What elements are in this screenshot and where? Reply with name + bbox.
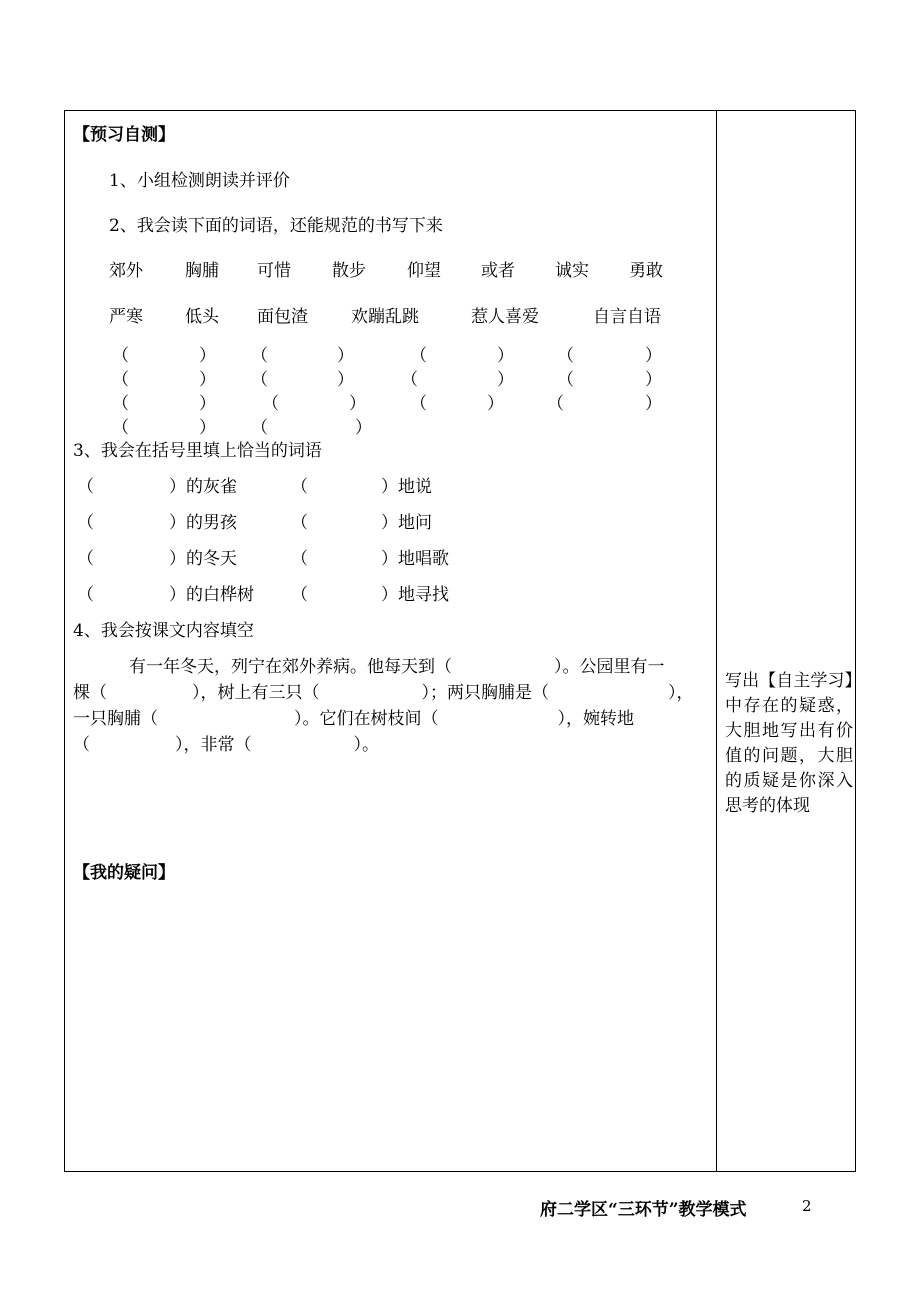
word-item: 仰望 xyxy=(407,261,441,281)
blank-paren-close: ） xyxy=(199,394,216,414)
blank-paren-open: （ xyxy=(410,346,427,366)
word-item: 可惜 xyxy=(257,261,291,281)
blank-paren-close: ） xyxy=(199,370,216,390)
side-note: 写出【自主学习】中存在的疑惑，大胆地写出有价值的问题，大胆的质疑是你深入思考的体现 xyxy=(725,671,853,816)
question-3: 3、我会在括号里填上恰当的词语 xyxy=(73,441,322,461)
blank-paren-close: ） xyxy=(355,418,372,438)
question-2: 2、我会读下面的词语，还能规范的书写下来 xyxy=(109,216,443,236)
fill-left-2: ）的男孩 xyxy=(169,513,237,533)
blank-paren-open: （ xyxy=(557,346,574,366)
word-item: 胸脯 xyxy=(185,261,219,281)
blank-paren-open: （ xyxy=(410,394,427,414)
preview-heading: 【预习自测】 xyxy=(73,125,175,145)
blank-paren-open: （ xyxy=(291,549,308,569)
blank-paren-open: （ xyxy=(77,513,94,533)
blank-paren-open: （ xyxy=(291,477,308,497)
word-item: 惹人喜爱 xyxy=(471,307,539,327)
passage-line-3: 一只胸脯（ ）。它们在树枝间（ ），婉转地 xyxy=(73,709,634,729)
question-4: 4、我会按课文内容填空 xyxy=(73,621,254,641)
fill-left-4: ）的白桦树 xyxy=(169,585,254,605)
word-item: 郊外 xyxy=(109,261,143,281)
passage-line-2: 棵（ ），树上有三只（ ）；两只胸脯是（ ）， xyxy=(73,683,694,703)
blank-paren-close: ） xyxy=(199,418,216,438)
blank-paren-open: （ xyxy=(77,477,94,497)
blank-paren-close: ） xyxy=(487,394,504,414)
blank-paren-open: （ xyxy=(557,370,574,390)
column-divider xyxy=(716,111,717,1171)
fill-right-4: ）地寻找 xyxy=(381,585,449,605)
blank-paren-close: ） xyxy=(497,346,514,366)
blank-paren-close: ） xyxy=(645,394,662,414)
content-table xyxy=(64,110,856,1172)
blank-paren-open: （ xyxy=(77,585,94,605)
fill-right-2: ）地问 xyxy=(381,513,432,533)
blank-paren-open: （ xyxy=(262,394,279,414)
blank-paren-open: （ xyxy=(112,394,129,414)
word-item: 严寒 xyxy=(109,307,143,327)
blank-paren-open: （ xyxy=(291,585,308,605)
fill-right-1: ）地说 xyxy=(381,477,432,497)
blank-paren-close: ） xyxy=(645,370,662,390)
blank-paren-close: ） xyxy=(199,346,216,366)
blank-paren-close: ） xyxy=(497,370,514,390)
blank-paren-open: （ xyxy=(77,549,94,569)
blank-paren-open: （ xyxy=(112,418,129,438)
blank-paren-open: （ xyxy=(291,513,308,533)
blank-paren-open: （ xyxy=(112,346,129,366)
blank-paren-close: ） xyxy=(349,394,366,414)
question-1: 1、小组检测朗读并评价 xyxy=(109,171,290,191)
fill-right-3: ）地唱歌 xyxy=(381,549,449,569)
blank-paren-open: （ xyxy=(547,394,564,414)
word-item: 面包渣 xyxy=(257,307,308,327)
word-item: 散步 xyxy=(332,261,366,281)
passage-line-1: 有一年冬天，列宁在郊外养病。他每天到（ ）。公园里有一 xyxy=(129,657,665,677)
word-item: 或者 xyxy=(481,261,515,281)
passage-line-4: （ ），非常（ ）。 xyxy=(73,735,379,755)
blank-paren-close: ） xyxy=(645,346,662,366)
word-item: 诚实 xyxy=(555,261,589,281)
question-heading: 【我的疑问】 xyxy=(73,863,175,883)
word-item: 自言自语 xyxy=(593,307,661,327)
blank-paren-close: ） xyxy=(337,346,354,366)
blank-paren-open: （ xyxy=(251,418,268,438)
word-item: 低头 xyxy=(185,307,219,327)
fill-left-3: ）的冬天 xyxy=(169,549,237,569)
blank-paren-close: ） xyxy=(337,370,354,390)
blank-paren-open: （ xyxy=(251,346,268,366)
fill-left-1: ）的灰雀 xyxy=(169,477,237,497)
word-item: 勇敢 xyxy=(629,261,663,281)
page-number: 2 xyxy=(802,1197,812,1215)
blank-paren-open: （ xyxy=(251,370,268,390)
blank-paren-open: （ xyxy=(401,370,418,390)
word-item: 欢蹦乱跳 xyxy=(351,307,419,327)
blank-paren-open: （ xyxy=(112,370,129,390)
footer-title: 府二学区“三环节”教学模式 xyxy=(540,1200,747,1220)
